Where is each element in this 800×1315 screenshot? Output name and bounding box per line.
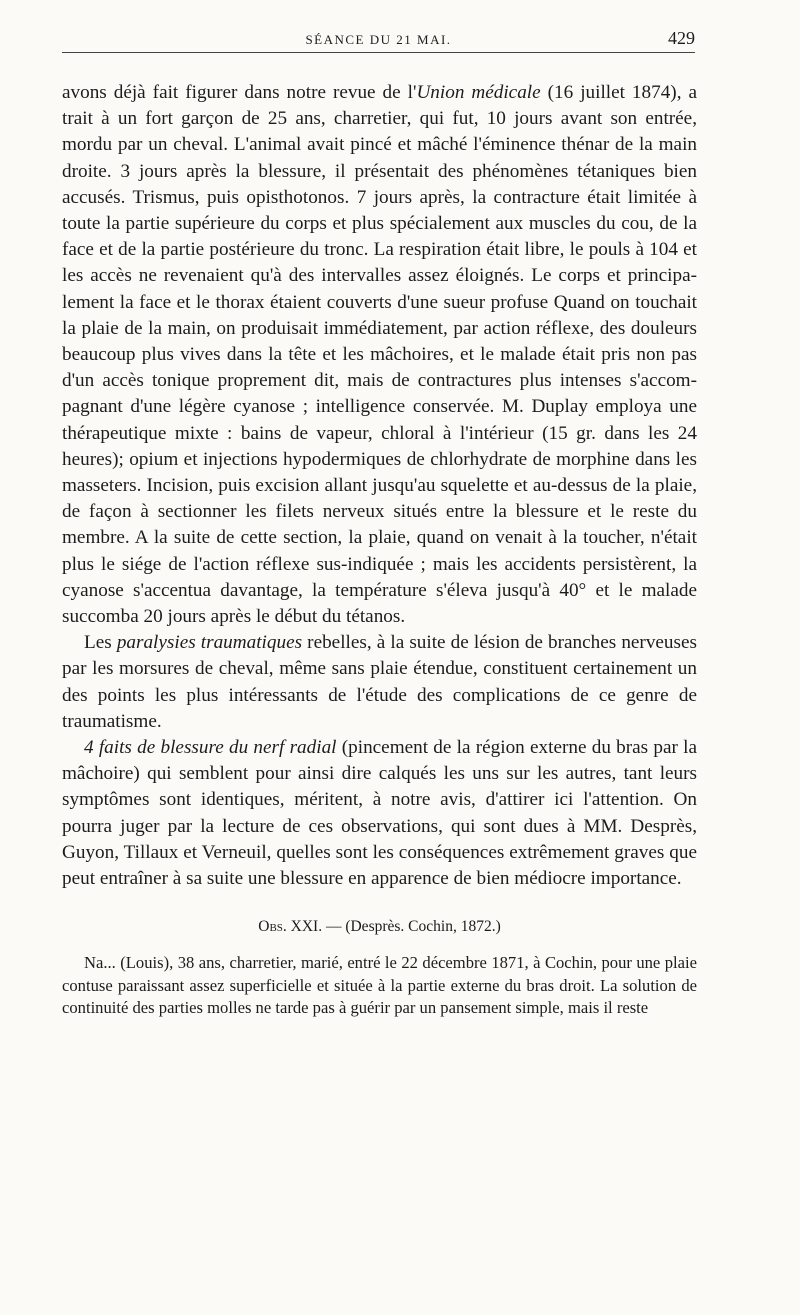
observation-label: Obs. XXI.	[258, 918, 323, 936]
paragraph-1-rest: (16 juillet 1874), a trait à un fort garçon de 25 ans, charretier, qui fut, 10 jours avant son entrée, mordu par un cheval. L'animal avait pincé et mâché l'éminence thénar de la main droite. 3 jours après la blessure, il présentait des phénomènes tétaniques bien accusés. Trismus, puis opisthotonos. 7 jours après, la contracture était limitée à toute la partie supérieure du corps et plus spécialement aux muscles du cou, de la face et de la partie postérieure du tronc. La respiration était libre, le pouls à 104 et les accès ne revenaient qu'à des intervalles assez éloignés. Le corps et principalement la face et le thorax étaient couverts d'une sueur profuse Quand on touchait la plaie de la main, on produisait immédiatement, par action réflexe, des douleurs beaucoup plus vives dans la tête et les mâchoires, et le malade était pris non pas d'un accès tonique proprement dit, mais de contractures plus intenses s'accompagnant d'une légère cyanose ; intelligence conservée. M. Duplay employa une thérapeutique mixte : bains de vapeur, chloral à l'intérieur (15 gr. dans les 24 heures); opium et injections hypodermiques de chlorhydrate de morphine dans les masseters. Incision, puis excision allant jusqu'au squelette et au-dessus de la plaie, de façon à sectionner les filets nerveux situés entre la blessure et le reste du membre. A la suite de cette section, la plaie, quand on venait à la toucher, n'était plus le siége de l'action réflexe sus-indiquée ; mais les accidents persistèrent, la cyanose s'accentua davantage, la température s'éleva jusqu'à 40° et le malade succomba 20 jours après le début du tétanos.	[62, 82, 697, 628]
paragraph-2-emphasis: paralysies traumatiques	[116, 632, 303, 654]
observation-body	[62, 952, 697, 1020]
paragraph-2-rest: rebelles, à la suite de lésion de branches nerveuses par les morsures de cheval, même sans plaie étendue, constituent certainement un des points les plus intéressants de l'étude des complications de ce genre de traumatisme.	[62, 632, 697, 732]
paragraph-3-emphasis: 4 faits de blessure du nerf radial	[84, 737, 337, 759]
paragraph-1	[62, 80, 697, 630]
paragraph-2	[62, 630, 697, 735]
running-title: SÉANCE DU 21 MAI.	[305, 32, 452, 47]
paragraph-3-rest: (pincement de la région externe du bras par la mâchoire) qui semblent pour ainsi dire calqués les uns sur les autres, tant leurs symptômes sont identiques, méritent, à notre avis, d'attirer ici l'attention. On pourra juger par la lecture de ces observations, qui sont dues à MM. Desprès, Guyon, Tillaux et Verneuil, quelles sont les conséquences extrêmement graves que peut entraîner à sa suite une blessure en apparence de bien médiocre importance.	[62, 737, 697, 890]
body-text	[62, 80, 697, 1020]
observation-heading	[62, 916, 697, 938]
paragraph-1-start: avons déjà fait figurer dans notre revue de l'	[62, 82, 417, 103]
paragraph-3	[62, 735, 697, 892]
observation-paragraph: Na... (Louis), 38 ans, charretier, marié, entré le 22 décembre 1871, à Cochin, pour une plaie contuse paraissant assez superficielle et située à la partie externe du bras droit. La solution de continuité des parties molles ne tarde pas à guérir par un pansement simple, mais il reste	[62, 953, 697, 1018]
page-number: 429	[668, 28, 695, 48]
observation-source: — (Desprès. Cochin, 1872.)	[322, 918, 501, 936]
journal-title: Union médicale	[416, 82, 541, 103]
page-header	[62, 28, 695, 53]
paragraph-2-start: Les	[84, 632, 117, 654]
